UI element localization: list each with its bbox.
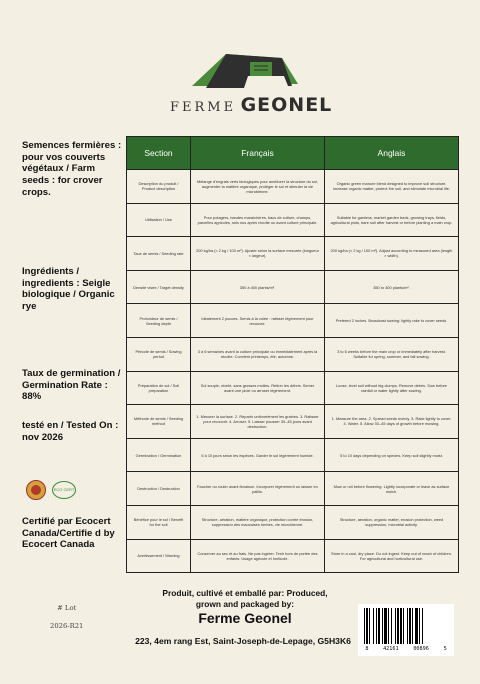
french-cell: Conserver au sec et au frais. Ne pas ingérer. Tenir hors de portée des enfants. Usage agricole et horticole. [191, 539, 325, 573]
french-cell: Structure, aération, matière organique, protection contre érosion, suppression des mauvaises herbes, vie microbienne. [191, 505, 325, 539]
table-row [127, 170, 459, 204]
company-name: Ferme Geonel [198, 610, 292, 626]
section-cell: Avertissement / Warning [127, 539, 191, 573]
lot-block [50, 604, 83, 640]
barcode-bars-icon [364, 608, 448, 644]
table-row [127, 472, 459, 506]
barcode-bar [415, 608, 418, 644]
table-row [127, 539, 459, 573]
seeds-description: Semences fermières : pour vos couverts végétaux / Farm seeds : for crover crops. [22, 140, 122, 198]
section-cell: Utilisation / Use [127, 203, 191, 237]
french-cell: Faucher ou rouler avant floraison. Incorporer légèrement ou laisser en paillis. [191, 472, 325, 506]
section-cell: Taux de semis / Seeding rate [127, 237, 191, 271]
barcode-bar [409, 608, 411, 644]
barcode-bar [403, 608, 404, 644]
produced-by-text: Produit, cultivé et emballé par: Produced, grown and packaged by: [162, 588, 328, 609]
barcode-bar [378, 608, 380, 644]
table-row [127, 270, 459, 304]
section-cell: Densité visée / Target density [127, 270, 191, 304]
section-cell: Période de semis / Sowing period [127, 337, 191, 371]
barcode-bar [419, 608, 420, 644]
barcode-bar [373, 608, 374, 644]
farm-logo [170, 46, 333, 124]
table-row [127, 304, 459, 338]
barcode-bar [382, 608, 383, 644]
french-cell: 350 à 400 plants/m². [191, 270, 325, 304]
french-cell: Pour potagers, bandes maraîchères, bacs de culture, champs, parcelles agricoles, sols nus après récolte ou avant culture principale. [191, 203, 325, 237]
barcode-digit-group: 42161 [383, 646, 399, 652]
french-cell: Sol souple, nivelé, sans grosses mottes. Retirer les débris. Semer avant une pluie ou arroser légèrement. [191, 371, 325, 405]
table-header-row [127, 137, 459, 170]
barcode-bar [400, 608, 402, 644]
barcode-bar [369, 608, 370, 644]
brand-word-geonel: GEONEL [240, 94, 333, 116]
table-row [127, 405, 459, 439]
english-cell: Suitable for gardens, market garden beds, growing trays, fields, agricultural plots, bare soil after harvest or before planting a main crop. [325, 203, 459, 237]
barcode-bar [412, 608, 413, 644]
barn-icon [186, 46, 302, 94]
section-cell: Préparation de sol / Soil preparation [127, 371, 191, 405]
french-cell: 200 kg/ha (≈ 2 kg / 100 m²). Ajuster selon la surface mesurée (longueur × largeur). [191, 237, 325, 271]
barcode-bar [422, 608, 423, 644]
french-cell: Mélange d'engrais verts biologiques pour améliorer la structure du sol, augmenter la matière organique, protéger le sol et stimuler la vie microbienne. [191, 170, 325, 204]
english-cell: 200 kg/ha (≈ 2 kg / 100 m²). Adjust according to measured area (length × width). [325, 237, 459, 271]
french-cell: Idéalement 2 pouces. Semis à la volée : ratisser légèrement pour recouvrir. [191, 304, 325, 338]
barcode-bar [388, 608, 389, 644]
germination-rate: Taux de germination / Germination Rate : 88% [22, 368, 121, 403]
table-row [127, 203, 459, 237]
header-french: Français [191, 137, 325, 170]
organic-seal-icon [26, 480, 46, 500]
specifications-table [126, 136, 459, 573]
table-row [127, 371, 459, 405]
english-cell: Mow or roll before flowering. Lightly incorporate or leave as surface mulch. [325, 472, 459, 506]
barcode-digit-group: 5 [443, 646, 447, 652]
barcode-bar [364, 608, 365, 644]
table-row [127, 237, 459, 271]
section-cell: Bénéfice pour le sol / Benefit for the soil [127, 505, 191, 539]
barcode-bar [397, 608, 399, 644]
english-cell: Structure, aeration, organic matter, erosion protection, weed suppression, microbial activity. [325, 505, 459, 539]
barcode [358, 604, 454, 656]
table-row [127, 438, 459, 472]
table-row [127, 337, 459, 371]
lot-label: # Lot [57, 604, 77, 612]
section-cell: Description du produit / Product description [127, 170, 191, 204]
section-cell: Destruction / Destruction [127, 472, 191, 506]
barcode-bar [366, 608, 368, 644]
barcode-digits [358, 646, 454, 652]
barcode-bar [391, 608, 392, 644]
french-cell: 1. Mesurer la surface. 2. Répartir uniformément les graines. 3. Ratisser pour recouvrir. 4. Arroser. 5. Laisser pousser 30–45 jours avant destruction. [191, 405, 325, 439]
brand-word-ferme: FERME [170, 100, 237, 115]
barcode-bar [384, 608, 387, 644]
french-cell: 5 à 10 jours selon les espèces. Garder le sol légèrement humide. [191, 438, 325, 472]
tested-date: testé en / Tested On : nov 2026 [22, 420, 119, 443]
barcode-digit-group: 00896 [413, 646, 429, 652]
section-cell: Germination / Germination [127, 438, 191, 472]
english-cell: Organic green manure blend designed to improve soil structure, increase organic matter, protect the soil, and stimulate microbial life. [325, 170, 459, 204]
english-cell: 5 to 10 days depending on species. Keep soil slightly moist. [325, 438, 459, 472]
english-cell: Store in a cool, dry place. Do not ingest. Keep out of reach of children. For agricultural and horticultural use. [325, 539, 459, 573]
french-cell: 3 à 6 semaines avant la culture principale ou immédiatement après la récolte. Convient printemps, été, automne. [191, 337, 325, 371]
barcode-bar [395, 608, 396, 644]
english-cell: Prefered 2 inches. Broadcast sowing: lightly rake to cover seeds. [325, 304, 459, 338]
english-cell: Loose, level soil without big clumps. Remove debris. Sow before rainfall or water lightly after sowing. [325, 371, 459, 405]
barcode-bar [376, 608, 377, 644]
section-cell: Profondeur de semis / Seeding depth [127, 304, 191, 338]
certification-text: Certifié par Ecocert Canada/Certifie d by Ecocert Canada [22, 516, 115, 551]
english-cell: 350 to 400 plants/m². [325, 270, 459, 304]
section-cell: Méthode de semis / Seeding method [127, 405, 191, 439]
header-section: Section [127, 137, 191, 170]
ingredients-text: Ingrédients / ingredients : Seigle biologique / Organic rye [22, 266, 115, 313]
company-address: 223, 4em rang Est, Saint-Joseph-de-Lepage, G5H3K6 [135, 636, 351, 646]
barcode-bar [407, 608, 408, 644]
barcode-digit-group: 8 [365, 646, 369, 652]
english-cell: 3 to 6 weeks before the main crop or immediately after harvest. Suitable for spring, summer, and fall sowing. [325, 337, 459, 371]
table-row [127, 505, 459, 539]
lot-number: 2026-R21 [50, 622, 84, 630]
english-cell: 1. Measure the area. 2. Spread seeds evenly. 3. Rake lightly to cover. 4. Water. 5. Allow 30–45 days of growth before mowing. [325, 405, 459, 439]
ecocert-seal-icon: ECO CERT [52, 481, 76, 499]
header-english: Anglais [325, 137, 459, 170]
